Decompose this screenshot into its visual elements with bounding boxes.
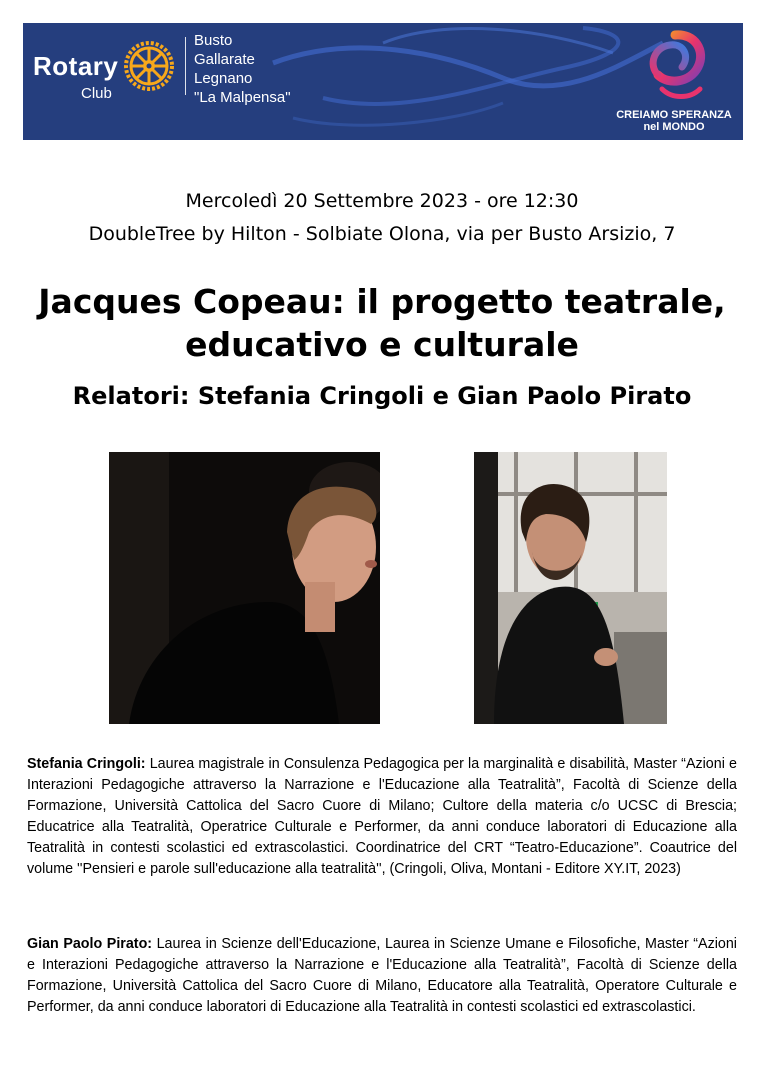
header-banner bbox=[23, 23, 743, 140]
club-line: Legnano bbox=[194, 70, 253, 87]
bio-cringoli bbox=[27, 754, 737, 880]
club-line: "La Malpensa" bbox=[194, 89, 291, 106]
speaker-photo-pirato bbox=[474, 452, 667, 724]
title-line: educativo e culturale bbox=[185, 325, 579, 364]
bio-pirato bbox=[27, 934, 737, 1018]
club-line: Busto bbox=[194, 32, 233, 49]
bio-name: Stefania Cringoli: bbox=[27, 756, 146, 772]
campaign-line: nel MONDO bbox=[643, 121, 705, 133]
rotary-wordmark: Rotary bbox=[33, 51, 119, 81]
logo-separator bbox=[185, 37, 186, 95]
campaign-line: CREIAMO SPERANZA bbox=[616, 109, 732, 121]
bio-text: Laurea in Scienze dell'Educazione, Laurea in Scienze Umane e Filosofiche, Master “Azioni e Interazioni Pedagogiche attraverso la Narrazione e l'Educazione alla Teatralità”, Facoltà di Scienze della Formazione, Università Cattolica del Sacro Cuore di Milano, Educatore alla Teatralità, Operatore Culturale e Performer, da anni conduce laboratori di Educazione alla Teatralità in contesti scolastici ed extrascolastici. bbox=[27, 936, 737, 1015]
club-wordmark: Club bbox=[81, 85, 112, 102]
bio-text: Laurea magistrale in Consulenza Pedagogica per la marginalità e disabilità, Master “Azioni e Interazioni Pedagogiche attraverso la Narrazione e l'Educazione alla Teatralità”, Facoltà di Scienze della Formazione, Università Cattolica del Sacro Cuore di Milano; Cultore della materia c/o UCSC di Brescia; Educatrice alla Teatralità, Operatrice Culturale e Performer, da anni conduce laboratori di Educazione alla Teatralità in contesti scolastici ed extrascolastici. Coordinatrice del CRT “Teatro-Educazione”. Coautrice del volume ''Pensieri e parole sull'educazione alla teatralità'', (Cringoli, Oliva, Montani - Editore XY.IT, 2023) bbox=[27, 756, 738, 877]
campaign-slogan bbox=[605, 109, 743, 133]
campaign-swirl-logo bbox=[640, 29, 710, 107]
club-line: Gallarate bbox=[194, 51, 255, 68]
event-title bbox=[0, 280, 764, 366]
event-venue: DoubleTree by Hilton - Solbiate Olona, via per Busto Arsizio, 7 bbox=[88, 223, 676, 245]
speakers-heading: Relatori: Stefania Cringoli e Gian Paolo Pirato bbox=[72, 382, 692, 410]
event-date-time: Mercoledì 20 Settembre 2023 - ore 12:30 bbox=[185, 190, 579, 212]
speaker-photo-cringoli bbox=[109, 452, 380, 724]
bio-name: Gian Paolo Pirato: bbox=[27, 936, 153, 952]
club-name bbox=[194, 31, 291, 107]
rotary-wheel-icon bbox=[123, 40, 175, 92]
title-line: Jacques Copeau: il progetto teatrale, bbox=[38, 282, 726, 321]
